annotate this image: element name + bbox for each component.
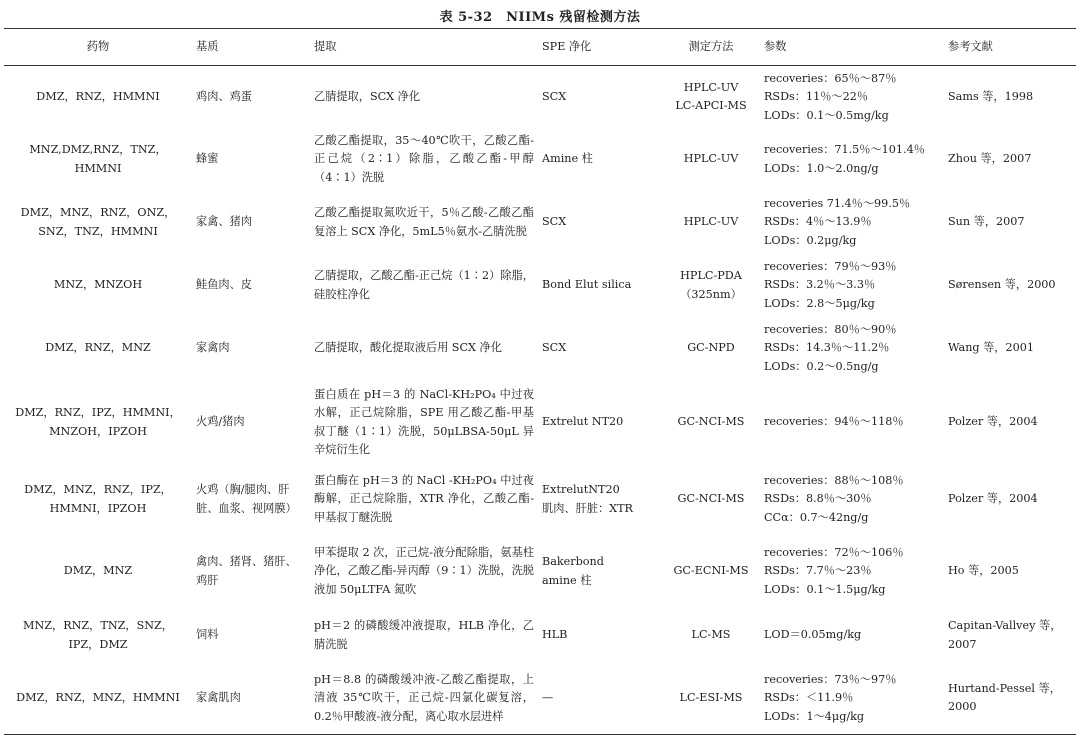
cell-params: [760, 129, 944, 191]
col-header-matrix: 基质: [192, 29, 310, 66]
param-line: LODs：0.1～0.5mg/kg: [764, 108, 889, 122]
table-row: [4, 255, 1076, 317]
method-line: GC-ECNI-MS: [673, 564, 749, 578]
param-line: recoveries：73％～97％: [764, 672, 897, 686]
cell-matrix: 火鸡（胸/腿肉、肝脏、血浆、视网膜）: [196, 483, 297, 515]
method-line: GC-NCI-MS: [677, 492, 745, 506]
cell-extraction: pH＝8.8 的磷酸缓冲液-乙酸乙酯提取，上清液 35℃吹干，正己烷-四氯化碳复溶，0.2％甲酸液-液分配，离心取水层进样: [310, 663, 538, 735]
cell-spe: SCX: [542, 215, 567, 229]
param-line: LOD＝0.05mg/kg: [764, 628, 862, 642]
col-header-method: 测定方法: [662, 29, 760, 66]
method-line: LC-APCI-MS: [675, 99, 747, 113]
cell-spe: [538, 465, 662, 535]
cell-method: [662, 381, 760, 465]
param-line: LODs：1.0～2.0ng/g: [764, 161, 879, 175]
cell-reference: Ho 等，2005: [948, 564, 1019, 578]
table-row: [4, 129, 1076, 191]
method-line: LC-MS: [691, 628, 731, 642]
cell-matrix: 火鸡/猪肉: [196, 415, 245, 429]
method-line: HPLC-UV: [683, 152, 739, 166]
cell-extraction: 乙腈提取，酸化提取液后用 SCX 净化: [314, 341, 502, 355]
param-line: RSDs：＜11.9％: [764, 691, 854, 704]
param-line: recoveries：72％～106％: [764, 545, 904, 559]
table-row: [4, 535, 1076, 609]
cell-method: [662, 609, 760, 663]
cell-reference: Sørensen 等，2000: [948, 278, 1056, 292]
cell-matrix: 家禽、猪肉: [196, 215, 252, 229]
cell-spe: Bond Elut silica: [542, 278, 632, 292]
cell-reference: Sams 等，1998: [948, 90, 1034, 103]
param-line: LODs：1～4μg/kg: [764, 709, 865, 723]
spe-line: Bakerbond: [542, 555, 604, 568]
cell-drug: MNZ，MNZOH: [53, 278, 143, 292]
spe-line: 肌肉、肝脏：XTR: [542, 501, 633, 515]
cell-drug: MNZ,DMZ,RNZ，TNZ，HMMNI: [29, 143, 167, 175]
cell-params: [760, 66, 944, 129]
cell-spe: [538, 535, 662, 609]
cell-params: [760, 191, 944, 255]
cell-matrix: 蜂蜜: [196, 152, 219, 166]
spe-line: ExtrelutNT20: [542, 483, 620, 496]
param-line: LODs：2.8～5μg/kg: [764, 296, 875, 310]
cell-params: [760, 317, 944, 381]
cell-extraction: 乙酸乙酯提取，35～40℃吹干，乙酸乙酯-正己烷（2∶1）除脂，乙酸乙酯-甲醇（4∶1）洗脱: [314, 133, 534, 184]
param-line: RSDs：4％～13.9％: [764, 215, 872, 229]
cell-spe: SCX: [542, 90, 567, 103]
table-row: [4, 191, 1076, 255]
cell-reference: Capitan-Vallvey 等，2007: [948, 619, 1062, 651]
cell-drug: DMZ，RNZ，IPZ，HMMNI，MNZOH，IPZOH: [15, 406, 181, 438]
cell-drug: DMZ，MNZ，RNZ，ONZ，SNZ，TNZ，HMMNI: [20, 206, 176, 238]
col-header-drug: 药物: [4, 29, 192, 66]
method-line: HPLC-UV: [683, 215, 739, 229]
cell-matrix: 家禽肌肉: [192, 663, 310, 735]
cell-matrix: 饲料: [196, 628, 219, 642]
cell-reference: Polzer 等，2004: [948, 415, 1038, 429]
cell-reference: Polzer 等，2004: [948, 492, 1038, 506]
cell-params: [760, 381, 944, 465]
param-line: recoveries：65％～87％: [764, 71, 897, 85]
cell-extraction: 乙酸乙酯提取氮吹近干，5％乙酸-乙酸乙酯复溶上 SCX 净化，5mL5％氨水-乙腈洗脱: [314, 206, 534, 238]
param-line: recoveries：80％～90％: [764, 322, 897, 336]
cell-reference: Wang 等，2001: [948, 341, 1034, 355]
cell-params: [760, 255, 944, 317]
cell-method: [662, 129, 760, 191]
cell-method: [662, 663, 760, 735]
cell-params: [760, 535, 944, 609]
col-header-extraction: 提取: [310, 29, 538, 66]
cell-drug: MNZ，RNZ，TNZ，SNZ，IPZ，DMZ: [22, 619, 173, 651]
cell-drug: DMZ，MNZ: [63, 564, 133, 578]
cell-params: [760, 465, 944, 535]
method-line: （325nm）: [680, 287, 742, 301]
cell-extraction: 蛋白酶在 pH＝3 的 NaCl -KH₂PO₄ 中过夜酶解，正己烷除脂，XTR 净化，乙酸乙酯-甲基叔丁醚洗脱: [314, 473, 534, 524]
method-line: GC-NCI-MS: [677, 415, 745, 429]
cell-params: [760, 609, 944, 663]
param-line: LODs：0.1～1.5μg/kg: [764, 582, 886, 596]
cell-spe: SCX: [542, 341, 567, 355]
table-title: 表 5-32 NIIMs 残留检测方法: [439, 10, 641, 25]
residue-method-table: [4, 28, 1076, 735]
table-row: [4, 465, 1076, 535]
cell-extraction: 蛋白质在 pH＝3 的 NaCl-KH₂PO₄ 中过夜水解，正己烷除脂，SPE 用乙酸乙酯-甲基叔丁醚（1∶1）洗脱，50μLBSA-50μL 异辛烷衍生化: [314, 387, 534, 456]
cell-spe: Amine 柱: [542, 152, 593, 166]
cell-drug: DMZ，MNZ，RNZ，IPZ，HMMNI，IPZOH: [24, 483, 172, 515]
cell-spe: Extrelut NT20: [542, 415, 624, 429]
cell-matrix: 鸡肉、鸡蛋: [196, 90, 252, 103]
cell-spe: —: [538, 663, 662, 735]
param-line: recoveries：79％～93％: [764, 259, 897, 273]
cell-method: [662, 317, 760, 381]
cell-spe: HLB: [542, 628, 568, 642]
cell-drug: DMZ，RNZ，MNZ: [45, 341, 151, 355]
param-line: recoveries 71.4％～99.5％: [764, 196, 911, 210]
table-header-row: [4, 29, 1076, 66]
param-line: CCα：0.7～42ng/g: [764, 510, 869, 524]
param-line: recoveries：94％～118％: [764, 415, 904, 429]
cell-extraction: 乙腈提取，乙酸乙酯-正己烷（1∶2）除脂，硅胶柱净化: [314, 269, 534, 301]
cell-method: [662, 465, 760, 535]
col-header-reference: 参考文献: [944, 29, 1076, 66]
param-line: RSDs：8.8％～30％: [764, 492, 872, 506]
table-row: [4, 66, 1076, 129]
method-line: HPLC-PDA: [680, 269, 742, 282]
table-row: [4, 381, 1076, 465]
cell-drug: DMZ，RNZ，MNZ，HMMNI: [4, 663, 192, 735]
cell-reference: Zhou 等，2007: [948, 152, 1032, 166]
cell-extraction: pH＝2 的磷酸缓冲液提取，HLB 净化，乙腈洗脱: [314, 619, 534, 651]
spe-line: amine 柱: [542, 573, 592, 587]
param-line: RSDs：3.2％～3.3％: [764, 278, 876, 292]
cell-extraction: 甲苯提取 2 次，正己烷-液分配除脂，氨基柱净化，乙酸乙酯-异丙醇（9∶1）洗脱，洗脱液加 50μLTFA 氮吹: [314, 545, 534, 596]
param-line: RSDs：14.3％～11.2％: [764, 341, 890, 355]
method-line: LC-ESI-MS: [679, 691, 743, 704]
method-line: GC-NPD: [687, 341, 735, 355]
cell-method: [662, 191, 760, 255]
param-line: LODs：0.2μg/kg: [764, 233, 857, 247]
param-line: recoveries：88％～108％: [764, 473, 904, 487]
cell-method: [662, 66, 760, 129]
param-line: LODs：0.2～0.5ng/g: [764, 359, 879, 373]
cell-method: [662, 535, 760, 609]
cell-params: [760, 663, 944, 735]
col-header-params: 参数: [760, 29, 944, 66]
method-line: HPLC-UV: [683, 80, 739, 94]
cell-matrix: 禽肉、猪肾、猪肝、鸡肝: [196, 555, 297, 587]
table-row: [4, 317, 1076, 381]
cell-method: [662, 255, 760, 317]
cell-reference: Sun 等，2007: [948, 215, 1025, 229]
param-line: recoveries：71.5％～101.4％: [764, 143, 925, 156]
param-line: RSDs：11％～22％: [764, 90, 869, 103]
col-header-spe: SPE 净化: [538, 29, 662, 66]
cell-reference: Hurtand-Pessel 等，2000: [944, 663, 1076, 735]
cell-extraction: 乙腈提取，SCX 净化: [314, 90, 421, 103]
cell-drug: DMZ，RNZ，HMMNI: [36, 90, 160, 103]
param-line: RSDs：7.7％～23％: [764, 564, 872, 578]
cell-matrix: 家禽肉: [196, 341, 230, 355]
table-row: [4, 663, 1076, 735]
cell-matrix: 鲑鱼肉、皮: [196, 278, 252, 292]
table-row: [4, 609, 1076, 663]
